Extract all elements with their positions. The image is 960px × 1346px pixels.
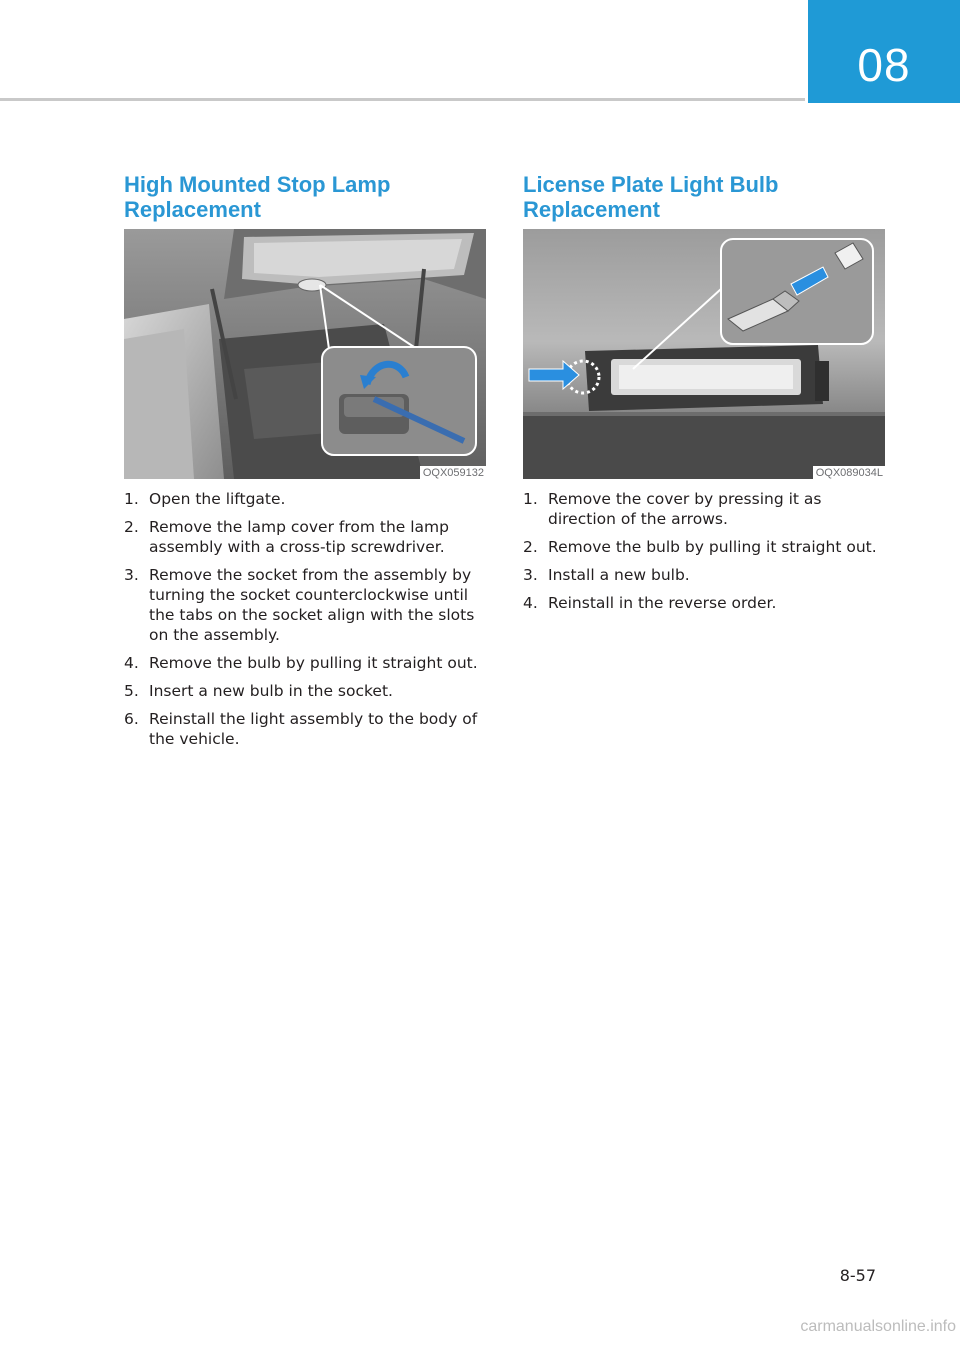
- section-title-license-plate: License Plate Light Bulb Replacement: [523, 172, 779, 222]
- step-text: Reinstall the light assembly to the body of the vehicle.: [149, 710, 478, 748]
- step-text: Remove the cover by pressing it as direction of the arrows.: [548, 490, 822, 528]
- step-number: 4.: [124, 654, 139, 672]
- step-number: 3.: [124, 566, 139, 584]
- step-number: 1.: [124, 490, 139, 508]
- list-item: [124, 489, 489, 509]
- right-column: [523, 172, 888, 621]
- step-text: Open the liftgate.: [149, 490, 286, 508]
- step-number: 4.: [523, 594, 538, 612]
- list-item: [523, 565, 888, 585]
- liftgate-open-image: [124, 229, 486, 479]
- step-text: Insert a new bulb in the socket.: [149, 682, 393, 700]
- figure-code: OQX089034L: [813, 466, 885, 479]
- list-item: [523, 593, 888, 613]
- step-text: Install a new bulb.: [548, 566, 690, 584]
- header-rule: [0, 98, 805, 101]
- list-item: [124, 681, 489, 701]
- stop-lamp-steps: [124, 489, 489, 749]
- step-text: Remove the bulb by pulling it straight out.: [149, 654, 478, 672]
- chapter-number: 08: [857, 39, 911, 91]
- list-item: [523, 489, 888, 529]
- list-item: [124, 517, 489, 557]
- chapter-tab: [808, 0, 960, 103]
- stop-lamp-illustration: [124, 229, 486, 479]
- list-item: [124, 565, 489, 645]
- step-text: Remove the bulb by pulling it straight out.: [548, 538, 877, 556]
- license-plate-illustration: [523, 229, 885, 479]
- step-text: Remove the socket from the assembly by turning the socket counterclockwise until the tabs on the socket align with the slots on the assembly.: [149, 566, 475, 644]
- section-title-stop-lamp: High Mounted Stop Lamp Replacement: [124, 172, 391, 222]
- step-number: 2.: [124, 518, 139, 536]
- license-plate-steps: [523, 489, 888, 613]
- step-number: 1.: [523, 490, 538, 508]
- step-number: 5.: [124, 682, 139, 700]
- list-item: [124, 653, 489, 673]
- list-item: [124, 709, 489, 749]
- license-lamp-image: [523, 229, 885, 479]
- step-number: 6.: [124, 710, 139, 728]
- list-item: [523, 537, 888, 557]
- page-number: 8-57: [839, 1266, 876, 1285]
- watermark-link[interactable]: carmanualsonline.info: [800, 1318, 956, 1335]
- step-text: Remove the lamp cover from the lamp assembly with a cross-tip screwdriver.: [149, 518, 449, 556]
- step-number: 3.: [523, 566, 538, 584]
- left-column: [124, 172, 489, 757]
- step-number: 2.: [523, 538, 538, 556]
- figure-code: OQX059132: [420, 466, 486, 479]
- step-text: Reinstall in the reverse order.: [548, 594, 777, 612]
